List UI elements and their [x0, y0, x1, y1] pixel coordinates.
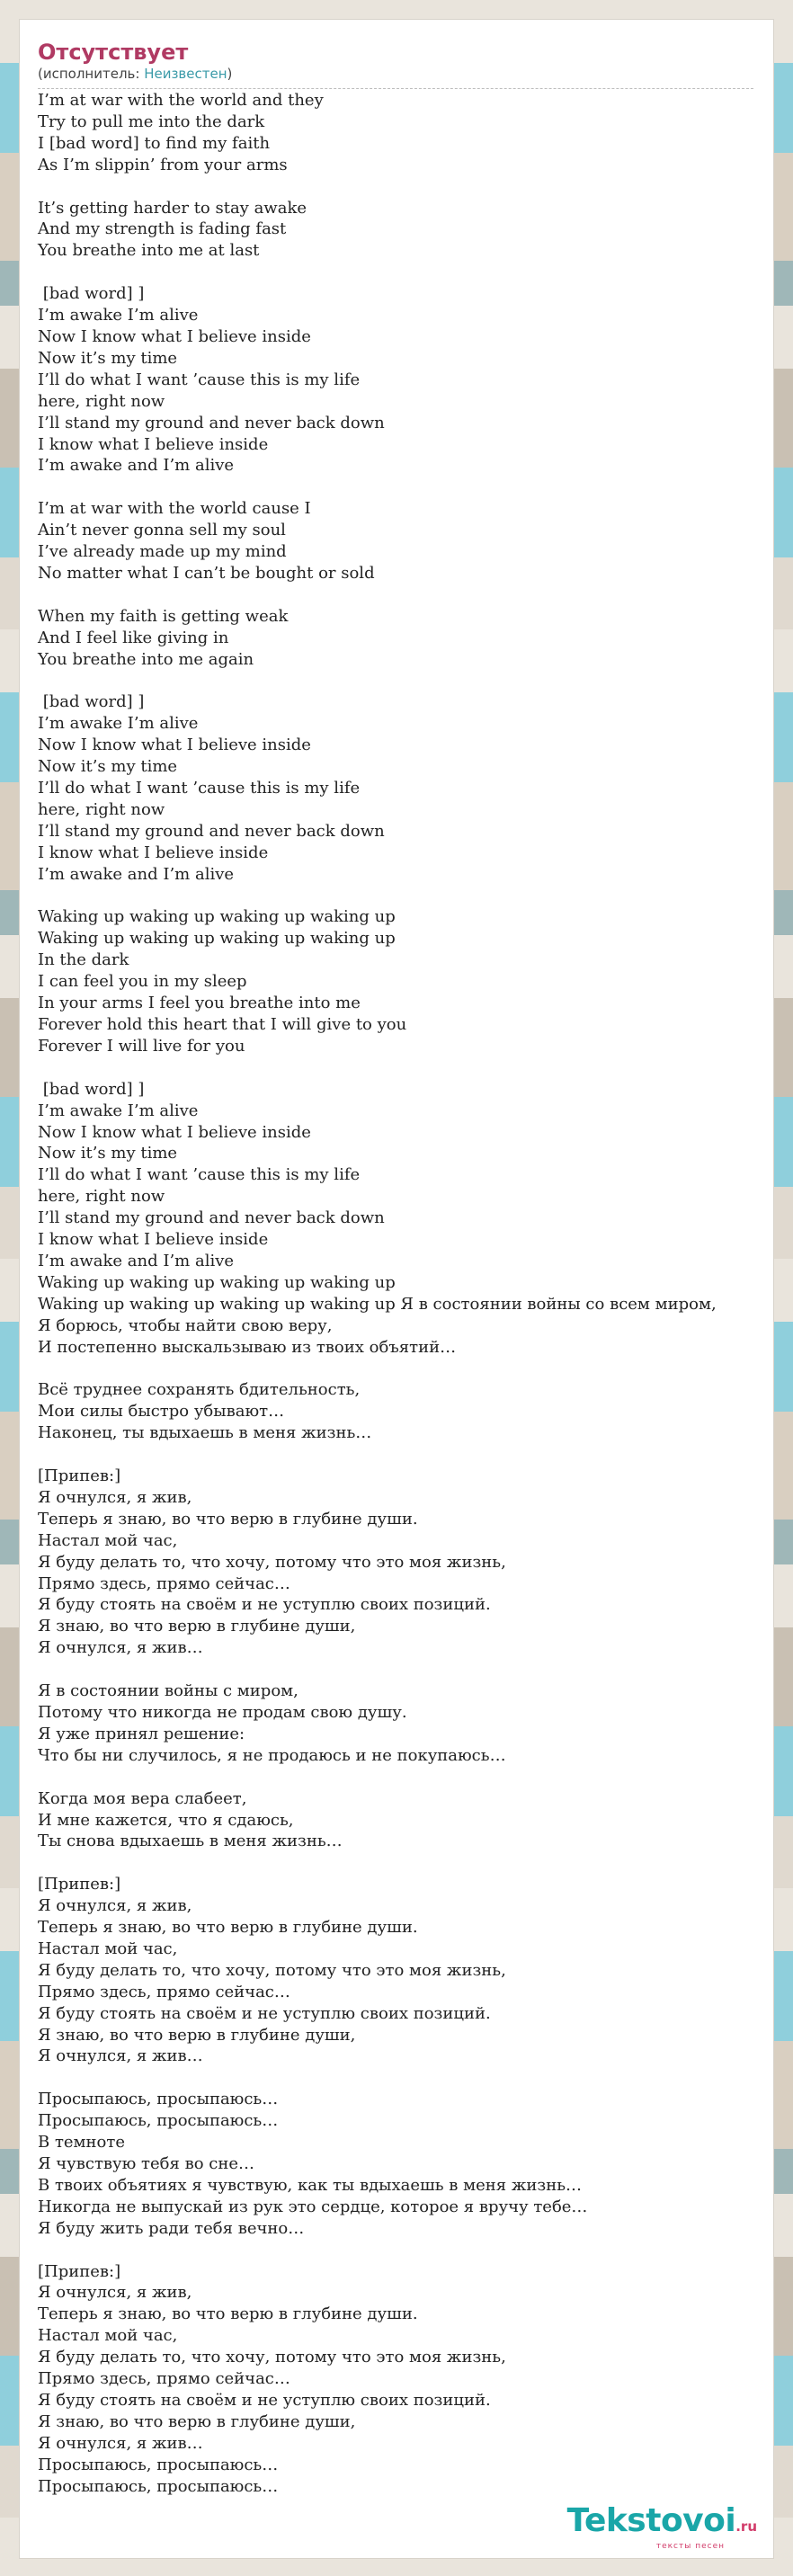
lyrics-line: Я буду делать то, что хочу, потому что это моя жизнь,: [38, 2348, 506, 2367]
lyrics-blank-line: [38, 584, 775, 606]
lyrics-line: I’m awake I’m alive: [38, 714, 199, 734]
lyrics-line: I know what I believe inside: [38, 434, 269, 454]
lyrics-line: Forever hold this heart that I will give to you: [38, 1014, 407, 1034]
lyrics-line: Try to pull me into the dark: [38, 111, 265, 131]
lyrics-line: Я очнулся, я жив…: [38, 1638, 203, 1658]
artist-link[interactable]: Неизвестен: [144, 66, 227, 82]
logo-tagline: тексты песен: [655, 2542, 725, 2551]
lyrics-line: I’ll stand my ground and never back down: [38, 1208, 385, 1228]
song-header: [38, 40, 753, 89]
lyrics-line: Now I know what I believe inside: [38, 1122, 311, 1142]
lyrics-line: Now it’s my time: [38, 757, 178, 777]
lyrics-line: I’ll stand my ground and never back down: [38, 413, 385, 432]
artist-prefix: (исполнитель:: [38, 66, 145, 82]
lyrics-line: here, right now: [38, 1187, 165, 1207]
lyrics-text: [38, 90, 775, 2498]
lyrics-line: Потому что никогда не продам свою душу.: [38, 1702, 407, 1722]
lyrics-line: Waking up waking up waking up waking up: [38, 929, 396, 949]
lyrics-line: I’ll do what I want ’cause this is my life: [38, 370, 361, 389]
lyrics-line: Настал мой час,: [38, 1939, 178, 1958]
lyrics-line: Ain’t never gonna sell my soul: [38, 521, 286, 540]
lyrics-line: Ты снова вдыхаешь в меня жизнь…: [38, 1832, 343, 1851]
lyrics-blank-line: [38, 1659, 775, 1680]
lyrics-blank-line: [38, 1444, 775, 1466]
lyrics-line: I’ll do what I want ’cause this is my life: [38, 1165, 361, 1185]
lyrics-line: No matter what I can’t be bought or sold: [38, 563, 375, 583]
lyrics-line: Я буду стоять на своём и не уступлю своих позиций.: [38, 2003, 491, 2023]
lyrics-line: Now it’s my time: [38, 1144, 178, 1163]
lyrics-line: Теперь я знаю, во что верю в глубине души.: [38, 1509, 418, 1529]
site-logo[interactable]: [567, 2504, 757, 2551]
lyrics-line: Когда моя вера слабеет,: [38, 1788, 247, 1808]
lyrics-line: Я буду делать то, что хочу, потому что это моя жизнь,: [38, 1552, 506, 1572]
lyrics-line: Никогда не выпускай из рук это сердце, которое я вручу тебе…: [38, 2197, 588, 2216]
artist-suffix: ): [227, 66, 233, 82]
song-title: Отсутствует: [38, 40, 189, 65]
lyrics-line: As I’m slippin’ from your arms: [38, 155, 288, 174]
lyrics-line: Я очнулся, я жив…: [38, 2046, 203, 2066]
lyrics-line: Я знаю, во что верю в глубине души,: [38, 1617, 356, 1636]
lyrics-line: I’m at war with the world and they: [38, 91, 324, 110]
lyrics-line: Я очнулся, я жив,: [38, 1487, 192, 1507]
lyrics-line: [bad word] ]: [38, 1079, 145, 1099]
lyrics-blank-line: [38, 670, 775, 691]
lyrics-line: [Припев:]: [38, 1875, 121, 1894]
lyrics-line: Я буду жить ради тебя вечно…: [38, 2218, 305, 2238]
lyrics-line: Мои силы быстро убывают…: [38, 1402, 285, 1422]
lyrics-blank-line: [38, 1358, 775, 1379]
lyrics-blank-line: [38, 886, 775, 907]
lyrics-line: You breathe into me at last: [38, 241, 260, 261]
lyrics-line: Я буду стоять на своём и не уступлю своих позиций.: [38, 2390, 491, 2410]
lyrics-line: Всё труднее сохранять бдительность,: [38, 1380, 361, 1400]
lyrics-line: Просыпаюсь, просыпаюсь…: [38, 2455, 279, 2474]
lyrics-line: And I feel like giving in: [38, 628, 229, 647]
lyrics-line: Now it’s my time: [38, 348, 178, 368]
lyrics-line: I can feel you in my sleep: [38, 972, 247, 992]
lyrics-line: Настал мой час,: [38, 2326, 178, 2346]
lyrics-line: Я очнулся, я жив…: [38, 2433, 203, 2453]
lyrics-line: When my faith is getting weak: [38, 606, 289, 626]
lyrics-blank-line: [38, 1852, 775, 1874]
lyrics-line: I’m at war with the world cause I: [38, 499, 311, 519]
lyrics-line: Я уже принял решение:: [38, 1724, 245, 1743]
lyrics-line: Waking up waking up waking up waking up: [38, 907, 396, 927]
lyrics-line: I’m awake I’m alive: [38, 306, 199, 325]
lyrics-line: Я буду стоять на своём и не уступлю своих позиций.: [38, 1595, 491, 1615]
lyrics-line: I’m awake I’m alive: [38, 1101, 199, 1120]
lyrics-line: И мне кажется, что я сдаюсь,: [38, 1810, 294, 1830]
lyrics-line: [Припев:]: [38, 2261, 121, 2281]
lyrics-line: Просыпаюсь, просыпаюсь…: [38, 2111, 279, 2131]
lyrics-line: Now I know what I believe inside: [38, 735, 311, 755]
lyrics-line: In the dark: [38, 950, 129, 970]
lyrics-blank-line: [38, 176, 775, 198]
lyrics-line: Что бы ни случилось, я не продаюсь и не покупаюсь…: [38, 1745, 506, 1765]
lyrics-line: Прямо здесь, прямо сейчас…: [38, 1573, 290, 1593]
logo-tld: .ru: [735, 2518, 757, 2535]
lyrics-line: I know what I believe inside: [38, 1230, 269, 1250]
lyrics-blank-line: [38, 477, 775, 498]
lyrics-line: Просыпаюсь, просыпаюсь…: [38, 2090, 279, 2109]
lyrics-line: Waking up waking up waking up waking up Я в состоянии войны со всем миром,: [38, 1294, 717, 1314]
lyrics-line: Теперь я знаю, во что верю в глубине души.: [38, 2304, 418, 2324]
lyrics-blank-line: [38, 2067, 775, 2089]
lyrics-line: here, right now: [38, 799, 165, 819]
lyrics-line: And my strength is fading fast: [38, 219, 287, 239]
lyrics-line: Прямо здесь, прямо сейчас…: [38, 2369, 290, 2389]
lyrics-blank-line: [38, 1057, 775, 1079]
lyrics-line: You breathe into me again: [38, 649, 254, 669]
lyrics-line: I [bad word] to find my faith: [38, 133, 271, 153]
lyrics-sheet: [20, 20, 773, 2558]
lyrics-blank-line: [38, 1767, 775, 1788]
lyrics-line: I’m awake and I’m alive: [38, 456, 235, 476]
lyrics-line: В темноте: [38, 2133, 126, 2153]
lyrics-line: I’ve already made up my mind: [38, 542, 287, 562]
lyrics-line: [Припев:]: [38, 1466, 121, 1485]
lyrics-line: Я буду делать то, что хочу, потому что это моя жизнь,: [38, 1960, 506, 1980]
lyrics-line: I’ll do what I want ’cause this is my life: [38, 779, 361, 798]
lyrics-line: Waking up waking up waking up waking up: [38, 1272, 396, 1292]
lyrics-line: Теперь я знаю, во что верю в глубине души.: [38, 1918, 418, 1938]
lyrics-line: here, right now: [38, 391, 165, 411]
artist-line: [38, 65, 753, 83]
lyrics-line: Я чувствую тебя во сне…: [38, 2154, 254, 2173]
lyrics-line: [bad word] ]: [38, 692, 145, 712]
lyrics-line: Я в состоянии войны с миром,: [38, 1681, 298, 1701]
lyrics-blank-line: [38, 262, 775, 283]
lyrics-line: I’m awake and I’m alive: [38, 864, 235, 884]
lyrics-line: И постепенно выскальзываю из твоих объятий…: [38, 1337, 457, 1357]
lyrics-line: Настал мой час,: [38, 1530, 178, 1550]
lyrics-line: [bad word] ]: [38, 284, 145, 304]
lyrics-line: It’s getting harder to stay awake: [38, 198, 307, 218]
lyrics-line: Forever I will live for you: [38, 1036, 245, 1056]
lyrics-line: Прямо здесь, прямо сейчас…: [38, 1982, 290, 2001]
lyrics-line: Я очнулся, я жив,: [38, 2283, 192, 2303]
lyrics-line: I know what I believe inside: [38, 842, 269, 862]
lyrics-line: I’ll stand my ground and never back down: [38, 821, 385, 841]
lyrics-line: In your arms I feel you breathe into me: [38, 994, 361, 1013]
lyrics-line: I’m awake and I’m alive: [38, 1251, 235, 1270]
lyrics-blank-line: [38, 2240, 775, 2261]
lyrics-line: В твоих объятиях я чувствую, как ты вдыхаешь в меня жизнь…: [38, 2175, 583, 2195]
lyrics-line: Просыпаюсь, просыпаюсь…: [38, 2476, 279, 2496]
lyrics-line: Я знаю, во что верю в глубине души,: [38, 2411, 356, 2431]
lyrics-line: Я знаю, во что верю в глубине души,: [38, 2025, 356, 2045]
lyrics-line: Наконец, ты вдыхаешь в меня жизнь…: [38, 1423, 372, 1443]
lyrics-line: Я борюсь, чтобы найти свою веру,: [38, 1315, 333, 1335]
lyrics-line: Я очнулся, я жив,: [38, 1896, 192, 1916]
logo-name: Tekstovoi: [566, 2502, 736, 2539]
lyrics-line: Now I know what I believe inside: [38, 326, 311, 346]
